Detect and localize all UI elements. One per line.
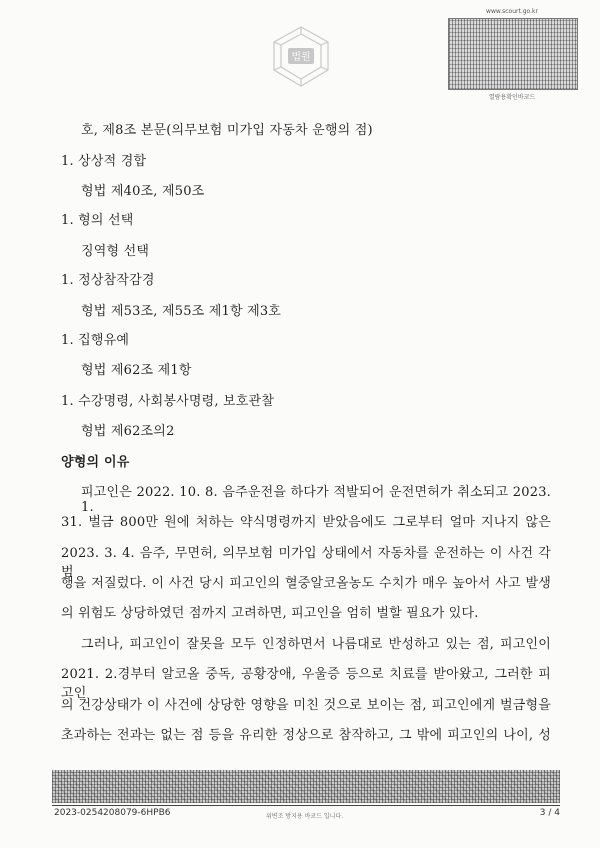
heading-item: 1. 상상적 경합 — [61, 154, 147, 169]
paragraph-line: 초과하는 전과는 없는 점 등을 유리한 정상으로 참작하고, 그 밖에 피고인의 나이, 성 — [61, 728, 551, 743]
barcode-note: 위변조 방지용 바코드 입니다. — [266, 813, 344, 820]
footer-divider — [52, 805, 560, 806]
paragraph-line: 피고인은 2022. 10. 8. 음주운전을 하다가 적발되어 운전면허가 취소되고 2023. 1. — [81, 485, 551, 515]
court-emblem-icon — [270, 24, 332, 90]
barcode-url: www.scourt.go.kr — [486, 8, 538, 15]
heading-item: 1. 집행유예 — [61, 333, 130, 348]
paragraph-line: 2021. 2.경부터 알코올 중독, 공황장애, 우울증 등으로 치료를 받아왔고, 그러한 피고인 — [61, 667, 551, 701]
barcode-caption: 열람용확인바코드 — [488, 94, 536, 101]
document-id: 2023-0254208079-6HPB6 — [54, 808, 171, 818]
paragraph-line: 의 건강상태가 이 사건에 상당한 영향을 미친 것으로 보이는 점, 피고인에게 벌금형을 — [61, 698, 551, 713]
emblem-label: 법원 — [291, 52, 311, 63]
heading-item: 1. 정상참작감경 — [61, 273, 155, 288]
paragraph-line: 의 위험도 상당하였던 점까지 고려하면, 피고인을 엄히 벌할 필요가 있다. — [61, 606, 479, 621]
statute-line: 형법 제40조, 제50조 — [81, 184, 205, 199]
statute-line: 징역형 선택 — [81, 244, 150, 259]
statute-line: 형법 제62조 제1항 — [81, 363, 192, 378]
paragraph-line: 2023. 3. 4. 음주, 무면허, 의무보험 미가입 상태에서 자동차를 운전하는 이 사건 각 범 — [61, 546, 551, 580]
statute-line: 형법 제53조, 제55조 제1항 제3호 — [81, 304, 282, 319]
page-number: 3 / 4 — [539, 808, 560, 818]
statute-line: 형법 제62조의2 — [81, 424, 175, 439]
section-title: 양형의 이유 — [61, 455, 130, 470]
paragraph-line: 행을 저질렀다. 이 사건 당시 피고인의 혈중알코올농도 수치가 매우 높아서 사고 발생 — [61, 576, 551, 591]
paragraph-line: 그러나, 피고인이 잘못을 모두 인정하면서 나름대로 반성하고 있는 점, 피고인이 — [81, 637, 551, 652]
barcode-pattern — [448, 18, 578, 90]
continuation-line: 호, 제8조 본문(의무보험 미가입 자동차 운행의 점) — [81, 123, 373, 138]
heading-item: 1. 형의 선택 — [61, 213, 134, 228]
anti-forgery-barcode — [52, 770, 560, 803]
verification-barcode — [444, 8, 580, 104]
paragraph-line: 31. 벌금 800만 원에 처하는 약식명령까지 받았음에도 그로부터 얼마 지나지 않은 — [61, 515, 551, 530]
heading-item: 1. 수강명령, 사회봉사명령, 보호관찰 — [61, 394, 275, 409]
